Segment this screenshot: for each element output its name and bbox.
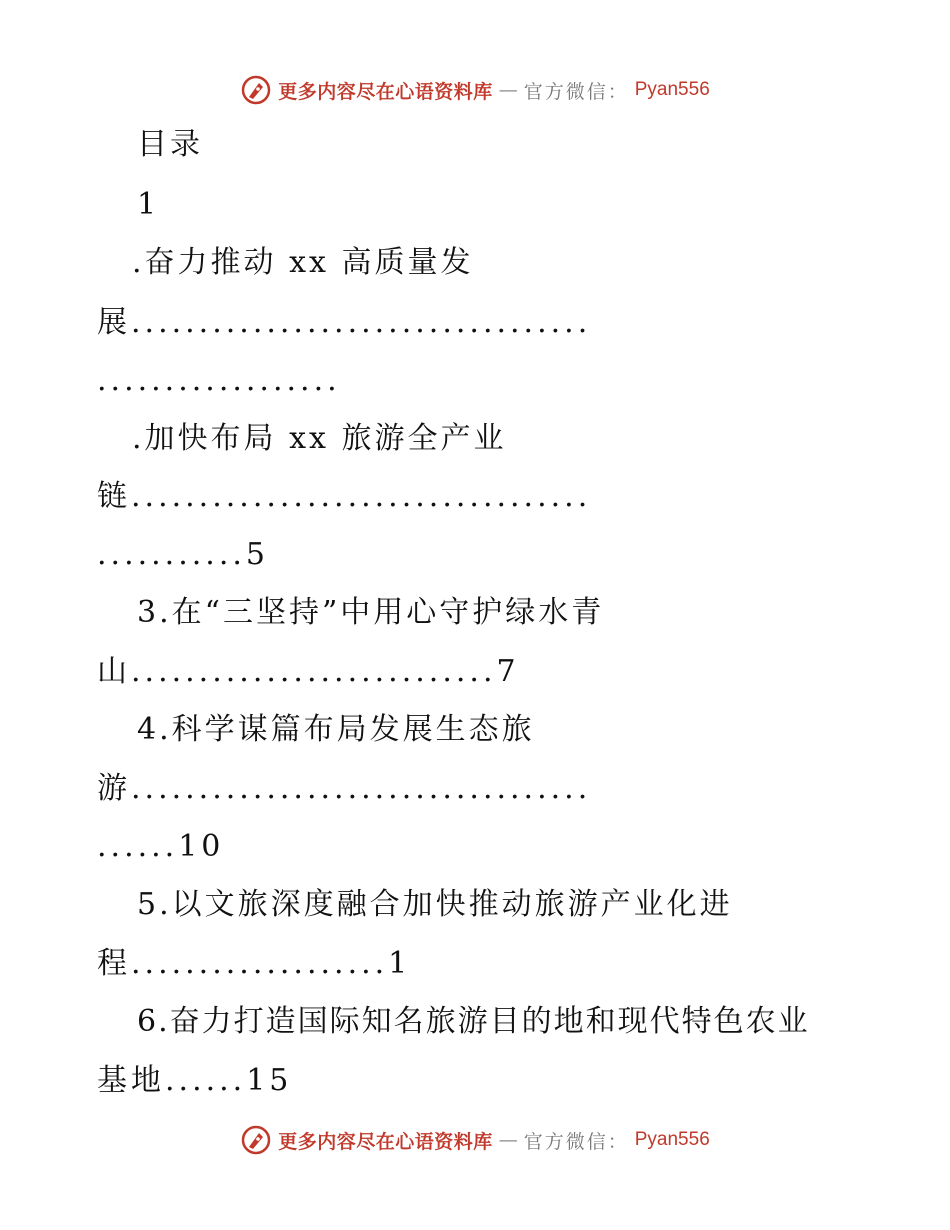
watermark-main-text: 更多内容尽在心语资料库 — [278, 1130, 493, 1153]
toc-item-2-heading: .加快布局 xx 旅游全产业 — [132, 421, 507, 456]
toc-item-1-leader: 展.................................. — [97, 305, 592, 340]
toc-item-5-leader: 程...................1 — [97, 946, 412, 981]
watermark-wechat-id: Pyan556 — [634, 79, 710, 100]
toc-item-1-heading: .奋力推动 xx 高质量发 — [132, 245, 474, 280]
pen-nib-logo-icon — [240, 74, 272, 106]
watermark-wechat-label: 官方微信： — [523, 1130, 629, 1153]
toc-item-3-leader: 山...........................7 — [97, 654, 520, 689]
watermark-wechat-label: 官方微信： — [523, 80, 629, 103]
watermark-main-text: 更多内容尽在心语资料库 — [278, 80, 493, 103]
header-watermark — [0, 70, 950, 110]
toc-item-5-heading: 5.以文旅深度融合加快推动旅游产业化进 — [137, 887, 733, 922]
toc-item-2-leader-cont: ...........5 — [97, 537, 269, 572]
toc-item-6-heading: 6.奋力打造国际知名旅游目的地和现代特色农业 — [137, 1004, 810, 1039]
toc-item-4-leader-cont: ......10 — [97, 829, 225, 864]
watermark-separator: — — [498, 1129, 518, 1151]
toc-item-4-leader: 游.................................. — [97, 771, 592, 806]
watermark-separator: — — [498, 79, 518, 101]
toc-title: 目录 — [137, 127, 203, 162]
footer-watermark — [0, 1120, 950, 1160]
toc-item-1-leader-cont: .................. — [97, 363, 341, 398]
toc-item-2-leader: 链.................................. — [97, 479, 592, 514]
toc-number: 1 — [137, 187, 160, 222]
pen-nib-logo-icon — [240, 1124, 272, 1156]
toc-item-6-leader: 基地......15 — [97, 1063, 293, 1098]
toc-item-4-heading: 4.科学谋篇布局发展生态旅 — [137, 712, 535, 747]
watermark-wechat-id: Pyan556 — [634, 1129, 710, 1150]
toc-item-3-heading: 3.在“三坚持”中用心守护绿水青 — [137, 595, 605, 630]
